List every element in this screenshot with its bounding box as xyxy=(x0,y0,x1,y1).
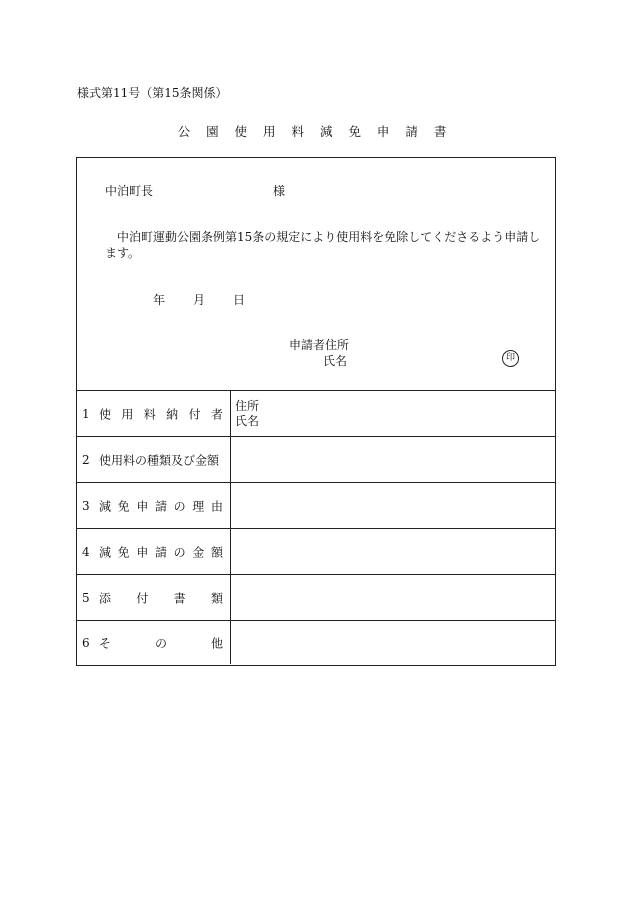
row-number: 5 xyxy=(82,590,90,605)
row-label: 添 付 書 類 xyxy=(99,591,223,605)
request-statement: 中泊町運動公園条例第15条の規定により使用料を免除してくださるよう申請します。 xyxy=(105,230,541,260)
addressee: 中泊町長 xyxy=(105,184,154,198)
row-value-label: 氏名 xyxy=(235,414,260,428)
row-number: 6 xyxy=(82,635,90,650)
row-label-cell xyxy=(77,483,231,528)
table-row xyxy=(77,575,555,621)
request-section xyxy=(77,158,555,391)
row-label: そ の 他 xyxy=(99,636,223,650)
table-row xyxy=(77,621,555,664)
application-form xyxy=(76,157,556,666)
table-row xyxy=(77,437,555,483)
row-number: 4 xyxy=(82,544,90,559)
document-title: 公 園 使 用 料 減 免 申 請 書 xyxy=(177,124,453,139)
row-number: 2 xyxy=(82,452,90,467)
row-value-cell[interactable] xyxy=(235,399,259,429)
applicant-name-label: 氏名 xyxy=(323,354,348,368)
day-label: 日 xyxy=(233,293,246,307)
row-label: 使 用 料 納 付 者 xyxy=(99,407,223,421)
row-label: 減 免 申 請 の 理 由 xyxy=(99,499,223,513)
table-row xyxy=(77,391,555,437)
row-value-label: 住所 xyxy=(235,399,260,413)
row-label-cell xyxy=(77,575,231,620)
row-number: 1 xyxy=(82,406,90,421)
row-label-cell xyxy=(77,437,231,482)
table-row xyxy=(77,529,555,575)
honorific: 様 xyxy=(273,184,286,198)
date-line xyxy=(153,291,245,308)
row-label: 使用料の種類及び金額 xyxy=(99,453,220,467)
month-label: 月 xyxy=(193,293,206,307)
row-number: 3 xyxy=(82,498,90,513)
details-table xyxy=(77,391,555,664)
applicant-address-label: 申請者住所 xyxy=(289,338,350,352)
seal-mark: 印 xyxy=(502,350,519,367)
row-label-cell xyxy=(77,621,231,664)
row-label-cell xyxy=(77,529,231,574)
table-row xyxy=(77,483,555,529)
form-number-label: 様式第11号（第15条関係） xyxy=(77,86,228,100)
row-label-cell xyxy=(77,391,231,436)
year-label: 年 xyxy=(153,293,166,307)
row-label: 減 免 申 請 の 金 額 xyxy=(99,545,223,559)
